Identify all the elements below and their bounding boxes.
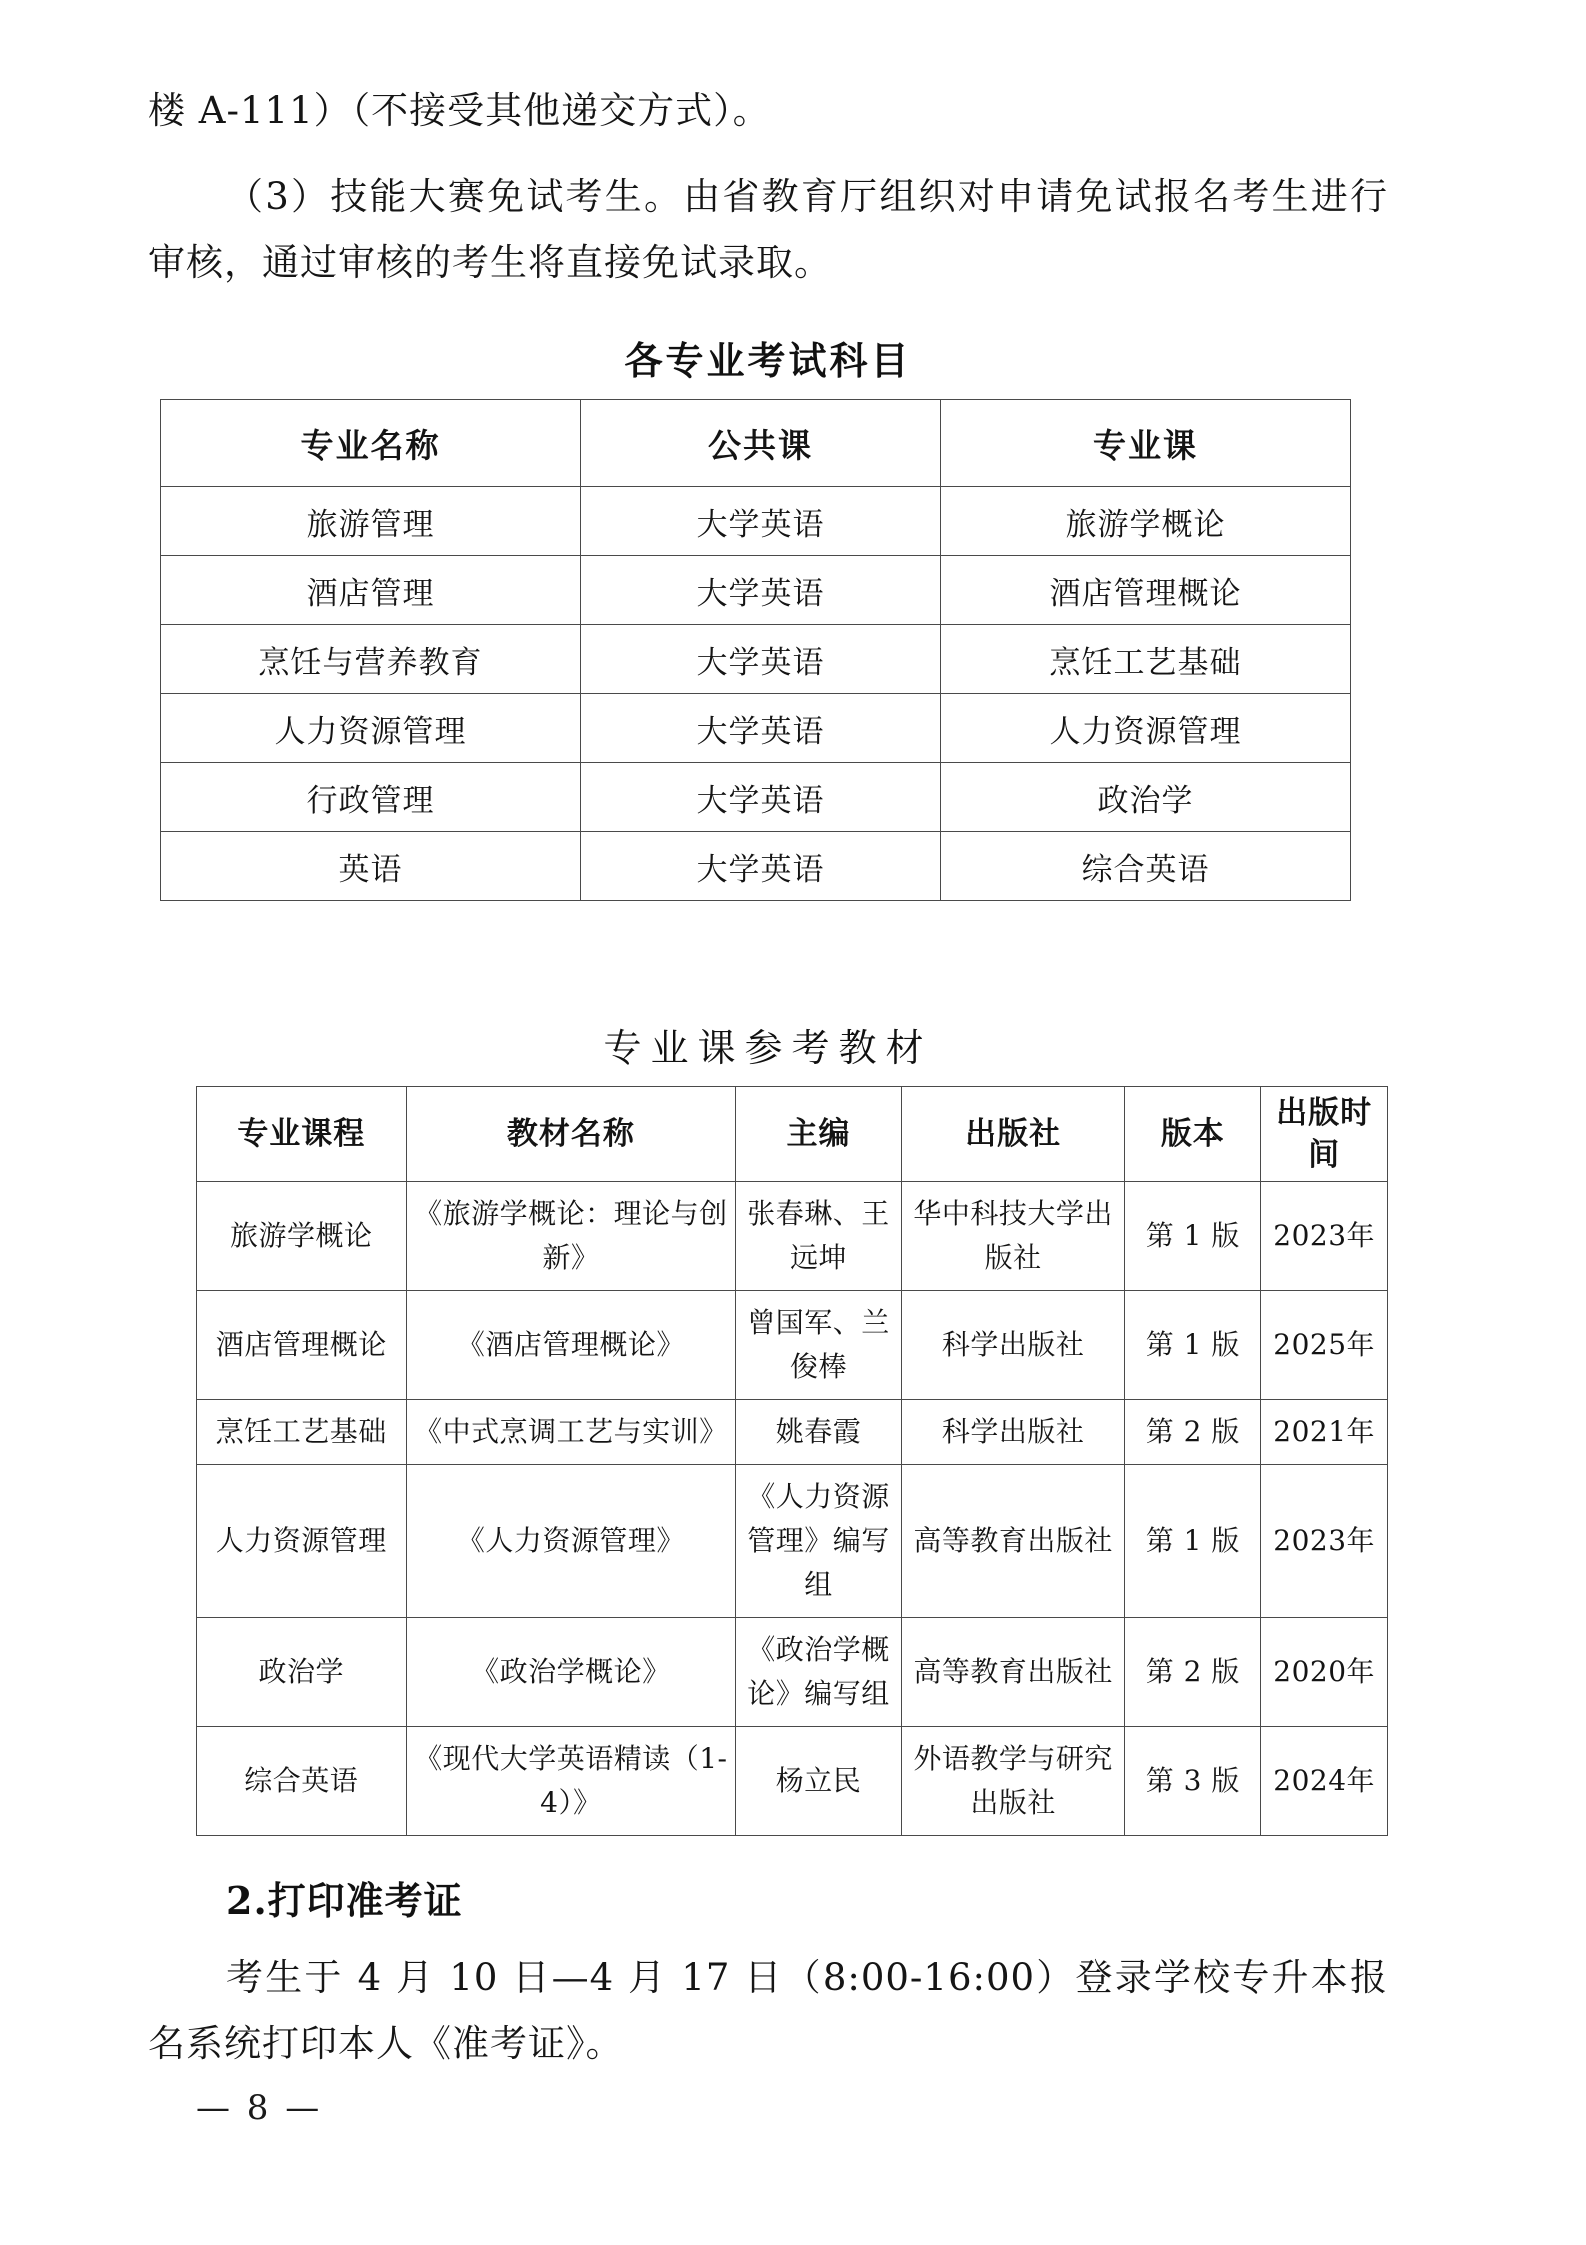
cell-publish-date: 2023年 xyxy=(1261,1182,1388,1291)
cell-textbook-name: 《酒店管理概论》 xyxy=(406,1291,735,1400)
column-header-public-course: 公共课 xyxy=(581,400,941,487)
cell-public-course: 大学英语 xyxy=(581,487,941,556)
cell-major-name: 酒店管理 xyxy=(161,556,581,625)
cell-course: 旅游学概论 xyxy=(197,1182,407,1291)
column-header-editor: 主编 xyxy=(736,1087,902,1182)
cell-publish-date: 2025年 xyxy=(1261,1291,1388,1400)
cell-edition: 第 1 版 xyxy=(1125,1291,1261,1400)
table-row xyxy=(197,1400,1388,1465)
cell-textbook-name: 《政治学概论》 xyxy=(406,1618,735,1727)
table-row xyxy=(197,1618,1388,1727)
cell-course: 酒店管理概论 xyxy=(197,1291,407,1400)
cell-major-name: 烹饪与营养教育 xyxy=(161,625,581,694)
table-row xyxy=(161,832,1351,901)
table-row xyxy=(161,694,1351,763)
cell-course: 政治学 xyxy=(197,1618,407,1727)
cell-course: 烹饪工艺基础 xyxy=(197,1400,407,1465)
table-row xyxy=(161,487,1351,556)
paragraph-item-3: （3）技能大赛免试考生。由省教育厅组织对申请免试报名考生进行审核，通过审核的考生将直接免试录取。 xyxy=(148,175,1388,284)
cell-public-course: 大学英语 xyxy=(581,694,941,763)
cell-publish-date: 2024年 xyxy=(1261,1727,1388,1836)
column-header-major-course: 专业课 xyxy=(941,400,1351,487)
spacer xyxy=(148,144,1388,164)
table-row xyxy=(161,763,1351,832)
cell-publish-date: 2023年 xyxy=(1261,1465,1388,1618)
cell-public-course: 大学英语 xyxy=(581,832,941,901)
page-number: — 8 — xyxy=(196,2088,323,2128)
cell-editor: 张春琳、王远坤 xyxy=(736,1182,902,1291)
spacer xyxy=(148,1925,1388,1945)
cell-major-course: 政治学 xyxy=(941,763,1351,832)
page-content xyxy=(148,78,1388,2077)
cell-edition: 第 2 版 xyxy=(1125,1400,1261,1465)
cell-major-course: 酒店管理概论 xyxy=(941,556,1351,625)
column-header-publish-date: 出版时间 xyxy=(1261,1087,1388,1182)
cell-public-course: 大学英语 xyxy=(581,763,941,832)
cell-publish-date: 2021年 xyxy=(1261,1400,1388,1465)
cell-editor: 姚春霞 xyxy=(736,1400,902,1465)
cell-major-name: 行政管理 xyxy=(161,763,581,832)
cell-edition: 第 3 版 xyxy=(1125,1727,1261,1836)
cell-textbook-name: 《人力资源管理》 xyxy=(406,1465,735,1618)
cell-major-name: 旅游管理 xyxy=(161,487,581,556)
cell-edition: 第 2 版 xyxy=(1125,1618,1261,1727)
table-header-row xyxy=(197,1087,1388,1182)
cell-public-course: 大学英语 xyxy=(581,625,941,694)
column-header-textbook-name: 教材名称 xyxy=(406,1087,735,1182)
exam-subjects-caption: 各专业考试科目 xyxy=(624,338,912,383)
column-header-edition: 版本 xyxy=(1125,1087,1261,1182)
table-row xyxy=(197,1465,1388,1618)
spacer xyxy=(148,901,1388,959)
cell-edition: 第 1 版 xyxy=(1125,1182,1261,1291)
cell-textbook-name: 《中式烹调工艺与实训》 xyxy=(406,1400,735,1465)
continued-line: 楼 A-111）（不接受其他递交方式）。 xyxy=(148,89,771,132)
paragraph-print-admission: 考生于 4 月 10 日—4 月 17 日（8:00-16:00）登录学校专升本报名系统打印本人《准考证》。 xyxy=(148,1956,1388,2065)
table-row xyxy=(197,1291,1388,1400)
spacer xyxy=(148,959,1388,1017)
cell-major-course: 综合英语 xyxy=(941,832,1351,901)
column-header-course: 专业课程 xyxy=(197,1087,407,1182)
exam-subjects-table xyxy=(160,399,1351,901)
cell-major-name: 人力资源管理 xyxy=(161,694,581,763)
section-heading-print-admission: 2.打印准考证 xyxy=(226,1878,463,1923)
cell-course: 综合英语 xyxy=(197,1727,407,1836)
cell-editor: 《人力资源管理》编写组 xyxy=(736,1465,902,1618)
cell-publisher: 科学出版社 xyxy=(901,1291,1124,1400)
cell-editor: 《政治学概论》编写组 xyxy=(736,1618,902,1727)
cell-major-name: 英语 xyxy=(161,832,581,901)
cell-edition: 第 1 版 xyxy=(1125,1465,1261,1618)
cell-publisher: 高等教育出版社 xyxy=(901,1618,1124,1727)
cell-course: 人力资源管理 xyxy=(197,1465,407,1618)
table-row xyxy=(161,625,1351,694)
cell-major-course: 烹饪工艺基础 xyxy=(941,625,1351,694)
cell-publisher: 科学出版社 xyxy=(901,1400,1124,1465)
column-header-major-name: 专业名称 xyxy=(161,400,581,487)
table-header-row xyxy=(161,400,1351,487)
cell-publisher: 高等教育出版社 xyxy=(901,1465,1124,1618)
cell-editor: 杨立民 xyxy=(736,1727,902,1836)
cell-publish-date: 2020年 xyxy=(1261,1618,1388,1727)
cell-major-course: 旅游学概论 xyxy=(941,487,1351,556)
cell-publisher: 华中科技大学出版社 xyxy=(901,1182,1124,1291)
cell-textbook-name: 《现代大学英语精读（1-4）》 xyxy=(406,1727,735,1836)
spacer xyxy=(148,1836,1388,1870)
table-row xyxy=(161,556,1351,625)
cell-major-course: 人力资源管理 xyxy=(941,694,1351,763)
table-row xyxy=(197,1182,1388,1291)
cell-public-course: 大学英语 xyxy=(581,556,941,625)
cell-textbook-name: 《旅游学概论：理论与创新》 xyxy=(406,1182,735,1291)
table-row xyxy=(197,1727,1388,1836)
cell-publisher: 外语教学与研究出版社 xyxy=(901,1727,1124,1836)
textbooks-table xyxy=(196,1086,1388,1836)
spacer xyxy=(148,296,1388,330)
cell-editor: 曾国军、兰俊棒 xyxy=(736,1291,902,1400)
textbooks-caption: 专业课参考教材 xyxy=(603,1026,933,1070)
column-header-publisher: 出版社 xyxy=(901,1087,1124,1182)
